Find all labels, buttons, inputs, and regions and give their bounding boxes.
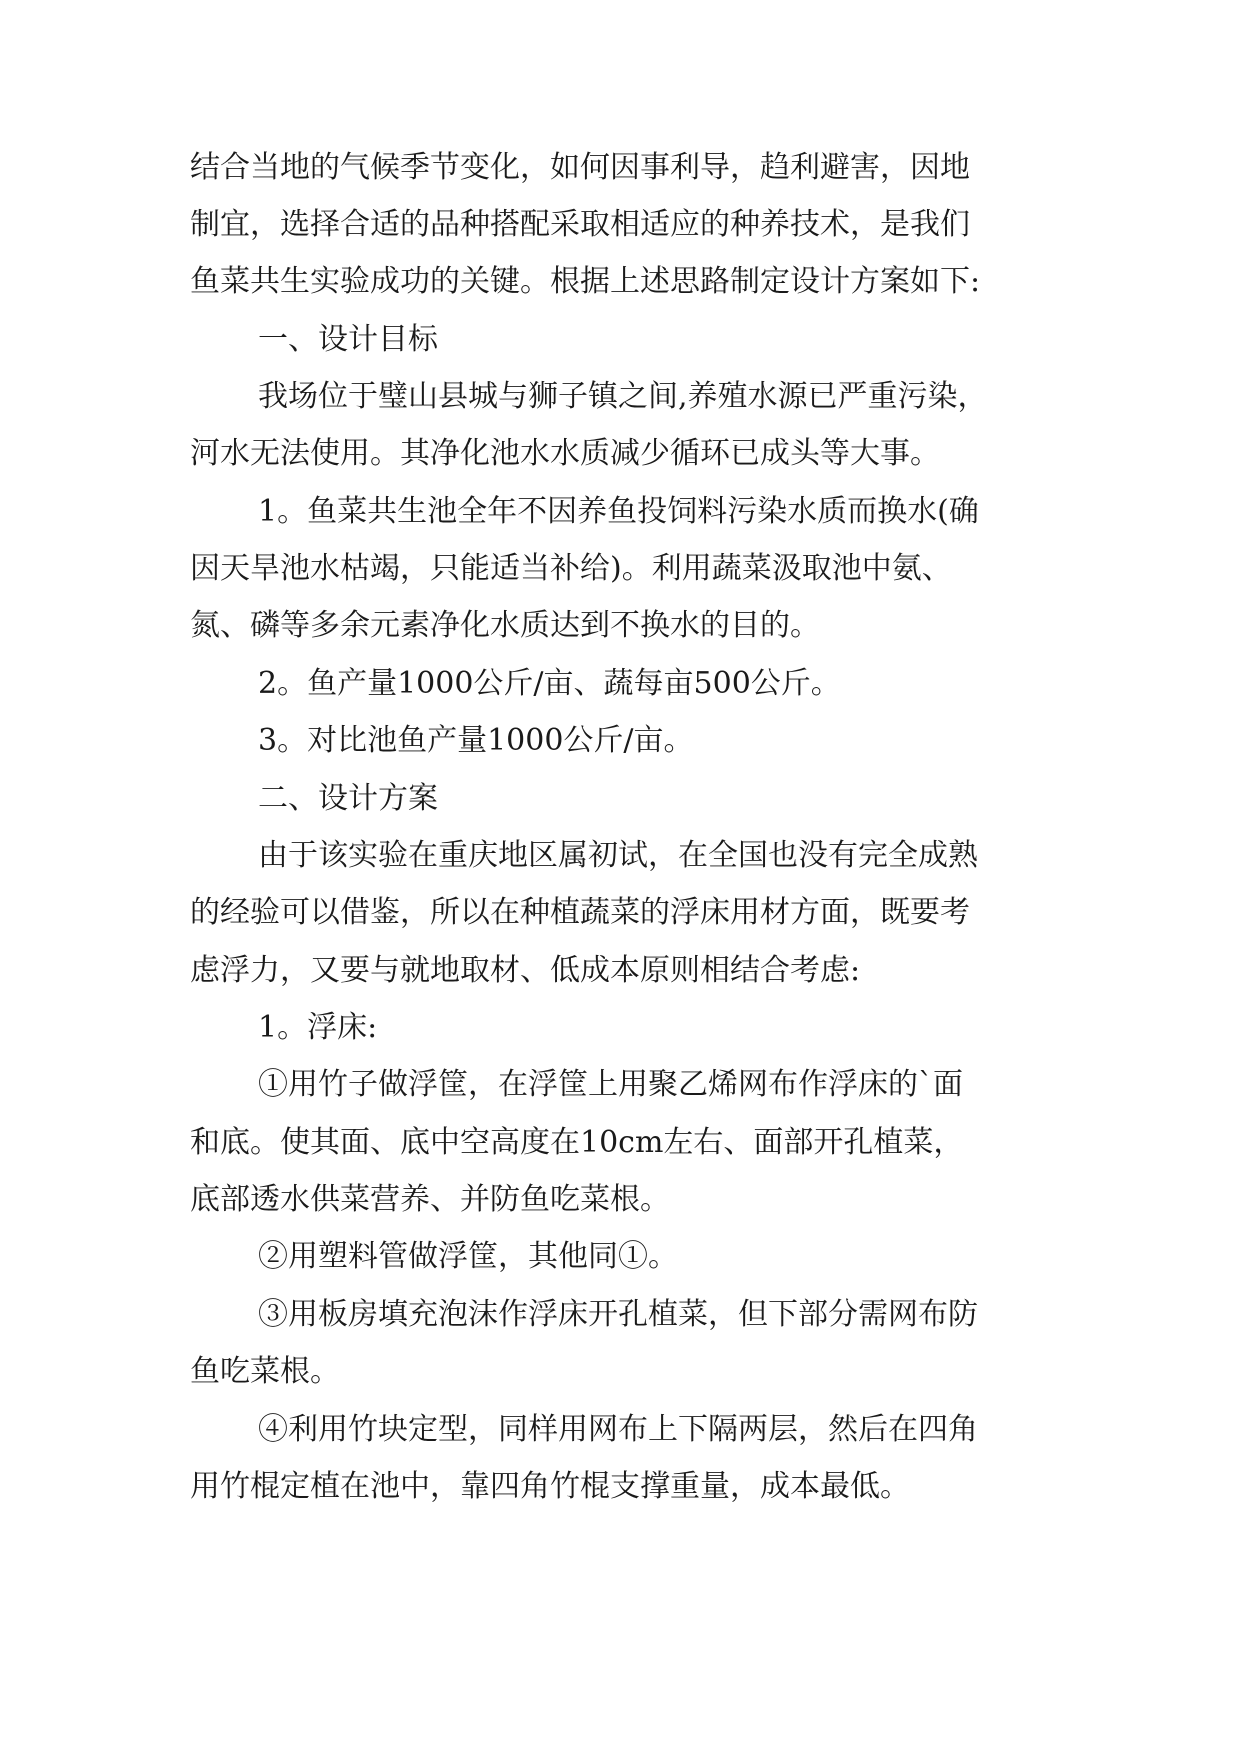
text-line: 鱼菜共生实验成功的关键。根据上述思路制定设计方案如下: bbox=[190, 264, 981, 299]
text-line: 和底。使其面、底中空高度在10cm左右、面部开孔植菜， bbox=[190, 1125, 964, 1160]
text-line: 鱼吃菜根。 bbox=[190, 1354, 340, 1389]
text-line: 结合当地的气候季节变化，如何因事利导，趋利避害，因地 bbox=[190, 150, 970, 185]
text-line: 由于该实验在重庆地区属初试，在全国也没有完全成熟 bbox=[258, 838, 978, 873]
text-line: 氮、磷等多余元素净化水质达到不换水的目的。 bbox=[190, 608, 820, 643]
text-line: 我场位于璧山县城与狮子镇之间,养殖水源已严重污染， bbox=[258, 379, 988, 414]
section-heading: 二、设计方案 bbox=[258, 781, 438, 816]
text-line: 底部透水供菜营养、并防鱼吃菜根。 bbox=[190, 1182, 670, 1217]
text-line: 3。对比池鱼产量1000公斤/亩。 bbox=[258, 723, 694, 758]
text-line: ①用竹子做浮筐，在浮筐上用聚乙烯网布作浮床的`面 bbox=[258, 1067, 963, 1102]
text-line: ②用塑料管做浮筐，其他同①。 bbox=[258, 1239, 678, 1274]
text-line: ③用板房填充泡沫作浮床开孔植菜，但下部分需网布防 bbox=[258, 1297, 978, 1332]
text-line: 制宜，选择合适的品种搭配采取相适应的种养技术，是我们 bbox=[190, 207, 970, 242]
text-line: 1。浮床: bbox=[258, 1010, 378, 1045]
text-line: 虑浮力，又要与就地取材、低成本原则相结合考虑: bbox=[190, 953, 861, 988]
section-heading: 一、设计目标 bbox=[258, 322, 438, 357]
text-line: 2。鱼产量1000公斤/亩、蔬每亩500公斤。 bbox=[258, 666, 841, 701]
text-line: 因天旱池水枯竭，只能适当补给)。利用蔬菜汲取池中氨、 bbox=[190, 551, 952, 586]
text-line: 的经验可以借鉴，所以在种植蔬菜的浮床用材方面，既要考 bbox=[190, 895, 970, 930]
text-line: ④利用竹块定型，同样用网布上下隔两层，然后在四角 bbox=[258, 1412, 978, 1447]
text-line: 1。鱼菜共生池全年不因养鱼投饲料污染水质而换水(确 bbox=[258, 494, 979, 529]
text-line: 河水无法使用。其净化池水水质减少循环已成头等大事。 bbox=[190, 436, 940, 471]
text-line: 用竹棍定植在池中，靠四角竹棍支撑重量，成本最低。 bbox=[190, 1469, 910, 1504]
